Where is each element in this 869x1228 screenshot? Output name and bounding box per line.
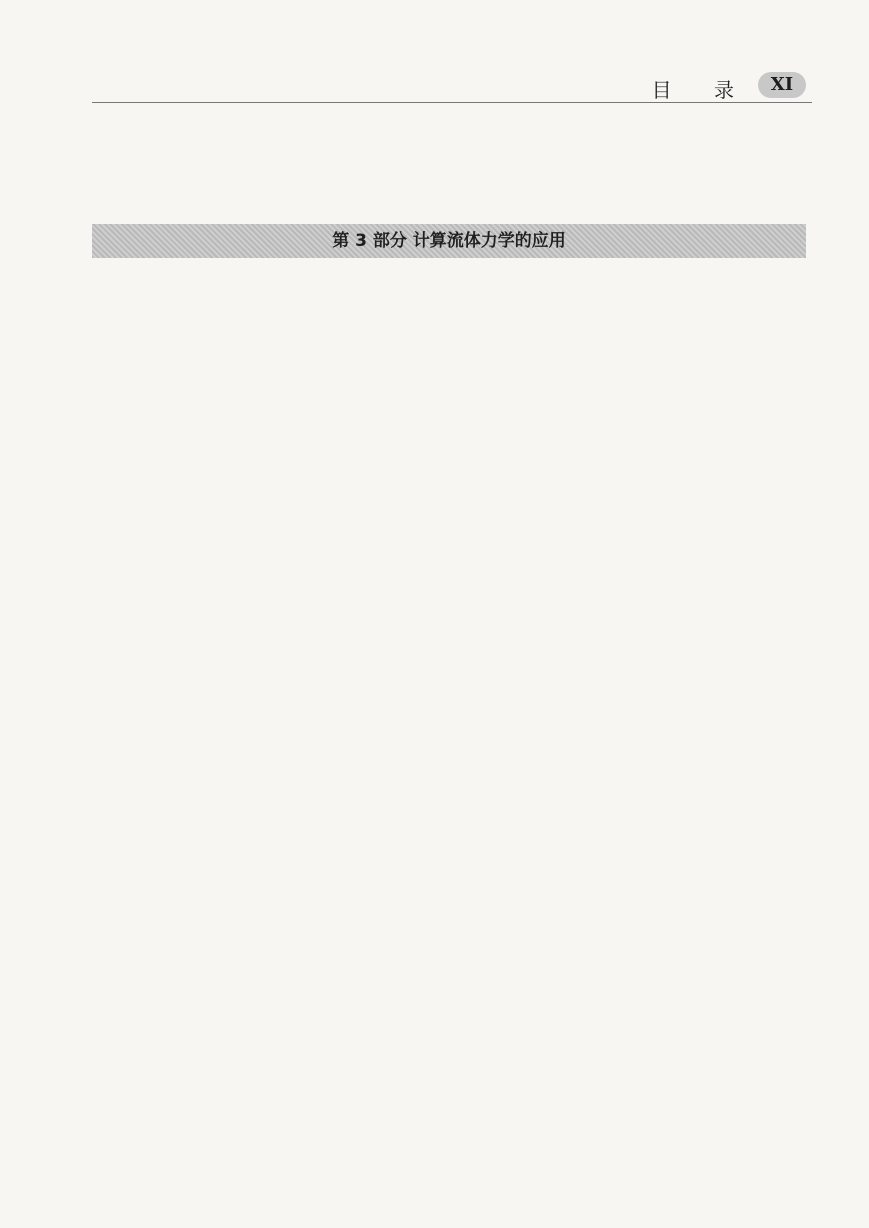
page-header <box>92 72 812 103</box>
header-section-title: 目 录 <box>651 78 752 102</box>
part-banner: 第 3 部分 计算流体力学的应用 <box>92 224 806 258</box>
page-number-badge: XI <box>758 72 806 98</box>
